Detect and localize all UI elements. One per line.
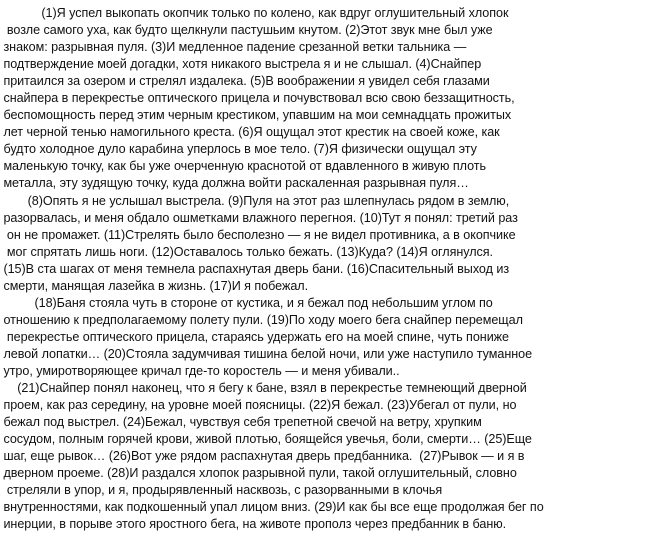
text-line: дверном проеме. (28)И раздался хлопок разрывной пули, такой оглушительный, словно [0,466,517,481]
text-line: будто холодное дуло карабина уперлось в мое тело. (7)Я физически ощущал эту [0,142,477,157]
text-line: он не промажет. (11)Стрелять было бесполезно — я не видел противника, а в окопчике [0,227,516,242]
text-line: подтверждение моей догадки, хотя никакого выстрела я и не слышал. (4)Снайпер [0,57,482,72]
text-line: (1)Я успел выкопать окопчик только по колено, как вдруг оглушительный хлопок [0,6,509,20]
text-line: знаком: разрывная пуля. (3)И медленное падение срезанной ветки тальника — [0,40,467,55]
text-line: шаг, еще рывок… (26)Вот уже рядом распахнутая дверь предбанника. (27)Рывок — и я в [0,449,525,464]
text-line: лет черной тенью намогильного креста. (6)Я ощущал этот крестик на своей коже, как [0,125,500,140]
text-line: перекрестье оптического прицела, стараясь удержать его на моей спине, чуть пониже [0,329,510,344]
text-line: притаился за озером и стрелял издалека. (5)В воображении я увидел себя глазами [0,74,490,89]
text-line: (8)Опять я не услышал выстрела. (9)Пуля на этот раз шлепнулась рядом в землю, [0,193,510,208]
text-line: стреляли в упор, и я, продырявленный насквозь, с разорванными в клочья [0,483,443,498]
text-line: (21)Снайпер понял наконец, что я бегу к бане, взял в перекрестье темнеющий дверной [0,381,527,396]
text-line: смерти, манящая лазейка в жизнь. (17)И я побежал. [0,278,309,293]
text-line: проем, как раз середину, на уровне моей поясницы. (22)Я бежал. (23)Убегал от пули, но [0,398,517,413]
text-line: (18)Баня стояла чуть в стороне от кустика, и я бежал под небольшим углом по [0,295,493,310]
text-line: маленькую точку, как бы уже очерченную краснотой от вдавленного в живую плоть [0,159,487,174]
text-line: инерции, в порыве этого яростного бега, на животе прополз через предбанник в баню. [0,517,507,532]
text-line: бежал под выстрел. (24)Бежал, чувствуя себя трепетной свечой на ветру, хрупким [0,415,482,430]
text-line: металла, эту зудящую точку, куда должна войти раскаленная разрывная пуля… [0,176,469,191]
text-line: беспомощность перед этим черным крестиком, упавшим на мои семнадцать прожитых [0,108,512,123]
text-line: внутренностями, как подкошенный упал лицом вниз. (29)И как бы все еще продолжая бег по [0,500,544,515]
text-line: утро, умиротворяющее кричал где-то коростель — и меня убивали.. [0,363,400,378]
text-line: снайпера в перекрестье оптического прицела и почувствовал всю свою беззащитность, [0,91,515,106]
text-line: мог спрятать лишь ноги. (12)Оставалось только бежать. (13)Куда? (14)Я оглянулся. [0,244,494,259]
text-line: сосудом, полным горячей крови, живой плотью, боящейся увечья, боли, смерти… (25)Еще [0,432,532,447]
text-line: возле самого уха, как будто щелкнули пастушьим кнутом. (2)Этот звук мне был уже [0,23,493,38]
text-line: (15)В ста шагах от меня темнела распахнутая дверь бани. (16)Спасительный выход из [0,261,510,276]
text-line: разорвалась, и меня обдало ошметками влажного перегноя. (10)Тут я понял: третий раз [0,210,518,225]
text-line: левой лопатки… (20)Стояла задумчивая тишина белой ночи, или уже наступило туманное [0,346,533,361]
document-text [0,5,653,533]
text-line: отношению к предполагаемому полету пули. (19)По ходу моего бега снайпер перемещал [0,312,523,327]
